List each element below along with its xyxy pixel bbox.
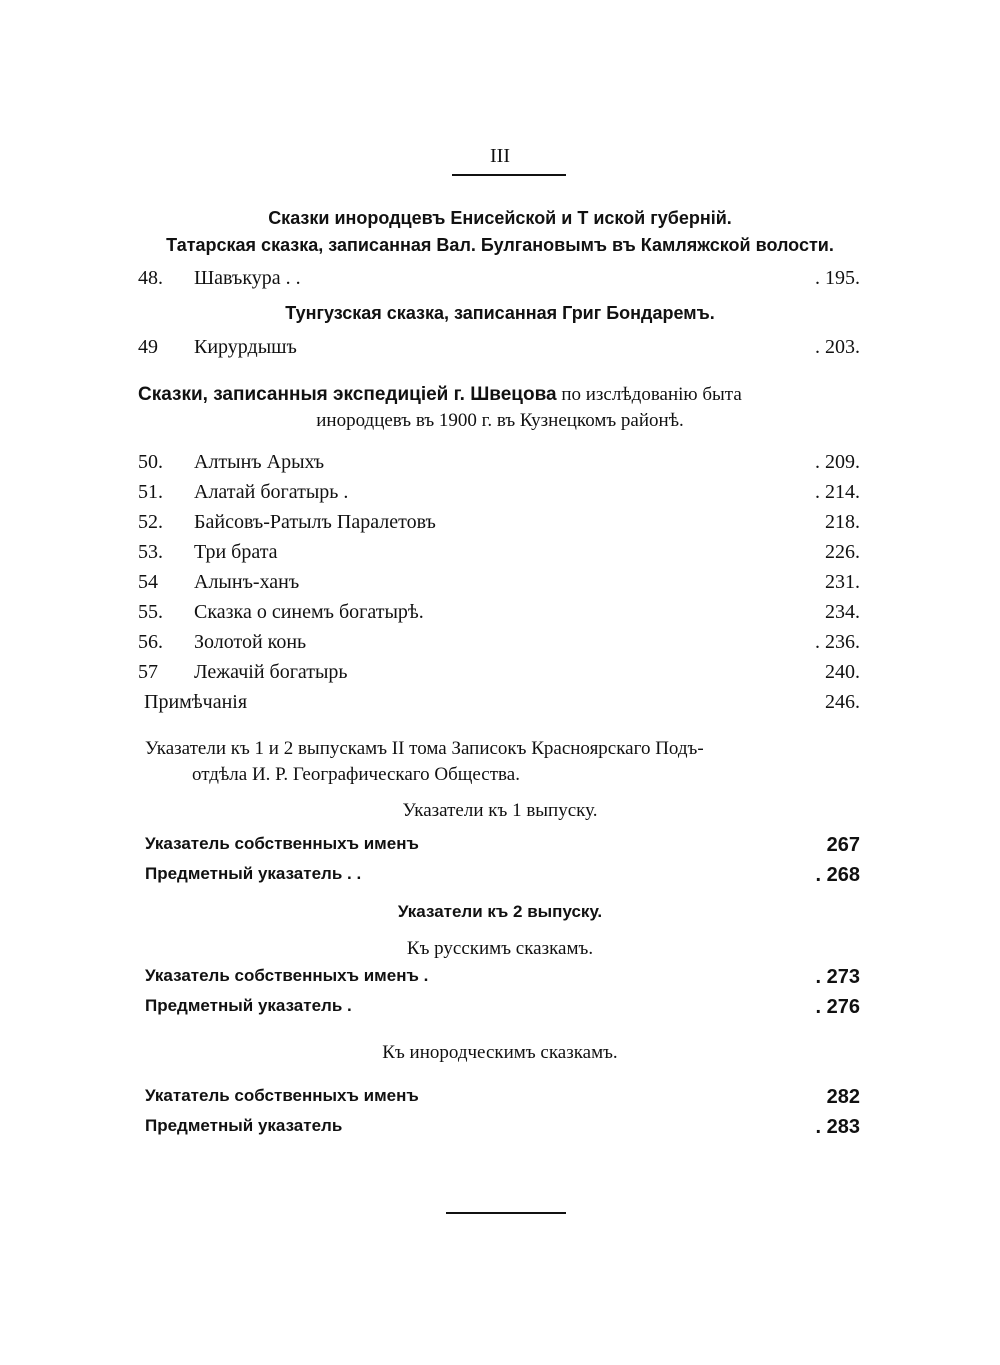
entry-title: Алатай богатырь . xyxy=(194,481,349,503)
entry-title: Золотой конь xyxy=(194,631,307,653)
entry-page: 234. xyxy=(825,601,860,623)
entry-title: Укататель собственныхъ именъ xyxy=(145,1086,419,1105)
indexes-heading-line1: Указатели къ 1 и 2 выпускамъ II тома Записокъ Красноярскаго Подъ- xyxy=(145,738,704,759)
entry-page: 231. xyxy=(825,571,860,593)
index2-native-names xyxy=(145,1086,860,1114)
entry-title: Три брата xyxy=(194,541,278,563)
toc-entry-51 xyxy=(138,481,860,509)
toc-entry-53 xyxy=(138,541,860,569)
entry-number: 53. xyxy=(138,541,163,563)
entry-title: Шавъкура . . xyxy=(194,267,301,289)
toc-entry-55 xyxy=(138,601,860,629)
toc-entry-notes xyxy=(138,691,860,719)
expedition-heading-bold: Сказки, записанныя экспедиціей г. Швецова xyxy=(138,384,557,405)
toc-entry-48 xyxy=(138,267,860,295)
entry-number: 49 xyxy=(138,336,158,358)
entry-title: Алынъ-ханъ xyxy=(194,571,300,593)
indexes-heading-line2: отдѣла И. Р. Географическаго Общества. xyxy=(192,764,520,785)
entry-title: Лежачій богатырь xyxy=(194,661,348,683)
entry-number: 55. xyxy=(138,601,163,623)
toc-entry-52 xyxy=(138,511,860,539)
entry-number: 51. xyxy=(138,481,163,503)
entry-title: Предметный указатель xyxy=(145,1116,343,1135)
index1-subjects xyxy=(145,864,860,892)
entry-title: Сказка о синемъ богатырѣ. xyxy=(194,601,424,623)
expedition-heading-rest: по изслѣдованію быта xyxy=(561,384,742,405)
entry-page: . 209. xyxy=(815,451,860,473)
entry-page: 246. xyxy=(825,691,860,713)
entry-number: 48. xyxy=(138,267,163,289)
entry-title: Указатель собственныхъ именъ xyxy=(145,834,419,853)
entry-page: . 276 xyxy=(815,996,860,1018)
toc-entry-54 xyxy=(138,571,860,599)
entry-page: 218. xyxy=(825,511,860,533)
entry-title: Байсовъ-Ратылъ Паралетовъ xyxy=(194,511,436,533)
entry-title: Предметный указатель . . xyxy=(145,864,362,883)
index2-russian-names xyxy=(145,966,860,994)
index2-native-subjects xyxy=(145,1116,860,1144)
toc-entry-57 xyxy=(138,661,860,689)
entry-page: 282 xyxy=(826,1086,860,1108)
entry-page: . 283 xyxy=(815,1116,860,1138)
expedition-heading-line1 xyxy=(138,384,742,406)
index1-heading: Указатели къ 1 выпуску. xyxy=(402,800,598,821)
entry-page: . 236. xyxy=(815,631,860,653)
entry-page: . 214. xyxy=(815,481,860,503)
page-number: III xyxy=(490,145,510,167)
entry-page: . 273 xyxy=(815,966,860,988)
heading-main: Сказки инородцевъ Енисейской и Т иской губерній. xyxy=(268,208,732,228)
bottom-rule xyxy=(446,1212,566,1214)
index2-heading: Указатели къ 2 выпуску. xyxy=(397,902,603,921)
top-rule xyxy=(452,174,566,176)
russian-tales-heading: Къ русскимъ сказкамъ. xyxy=(406,938,594,959)
toc-entry-49 xyxy=(138,336,860,364)
entry-title: Предметный указатель . xyxy=(145,996,352,1015)
tatar-heading: Татарская сказка, записанная Вал. Булгановымъ въ Камляжской волости. xyxy=(166,235,834,255)
expedition-heading-line2: инородцевъ въ 1900 г. въ Кузнецкомъ районѣ. xyxy=(316,410,684,431)
entry-number: 54 xyxy=(138,571,158,593)
entry-number: 50. xyxy=(138,451,163,473)
entry-title: Указатель собственныхъ именъ . xyxy=(145,966,429,985)
entry-page: . 203. xyxy=(815,336,860,358)
entry-page: 240. xyxy=(825,661,860,683)
entry-page: 226. xyxy=(825,541,860,563)
entry-title: Алтынъ Арыхъ xyxy=(194,451,325,473)
native-tales-heading: Къ инородческимъ сказкамъ. xyxy=(382,1042,618,1063)
entry-title: Кирурдышъ xyxy=(194,336,297,358)
toc-entry-50 xyxy=(138,451,860,479)
tungus-heading: Тунгузская сказка, записанная Григ Бондаремъ. xyxy=(285,303,715,323)
index1-names xyxy=(145,834,860,862)
index2-russian-subjects xyxy=(145,996,860,1024)
entry-page: . 195. xyxy=(815,267,860,289)
entry-number: 57 xyxy=(138,661,158,683)
toc-entry-56 xyxy=(138,631,860,659)
entry-number: 56. xyxy=(138,631,163,653)
entry-title: Примѣчанія xyxy=(144,691,248,713)
entry-number: 52. xyxy=(138,511,163,533)
entry-page: . 268 xyxy=(815,864,860,886)
entry-page: 267 xyxy=(826,834,860,856)
